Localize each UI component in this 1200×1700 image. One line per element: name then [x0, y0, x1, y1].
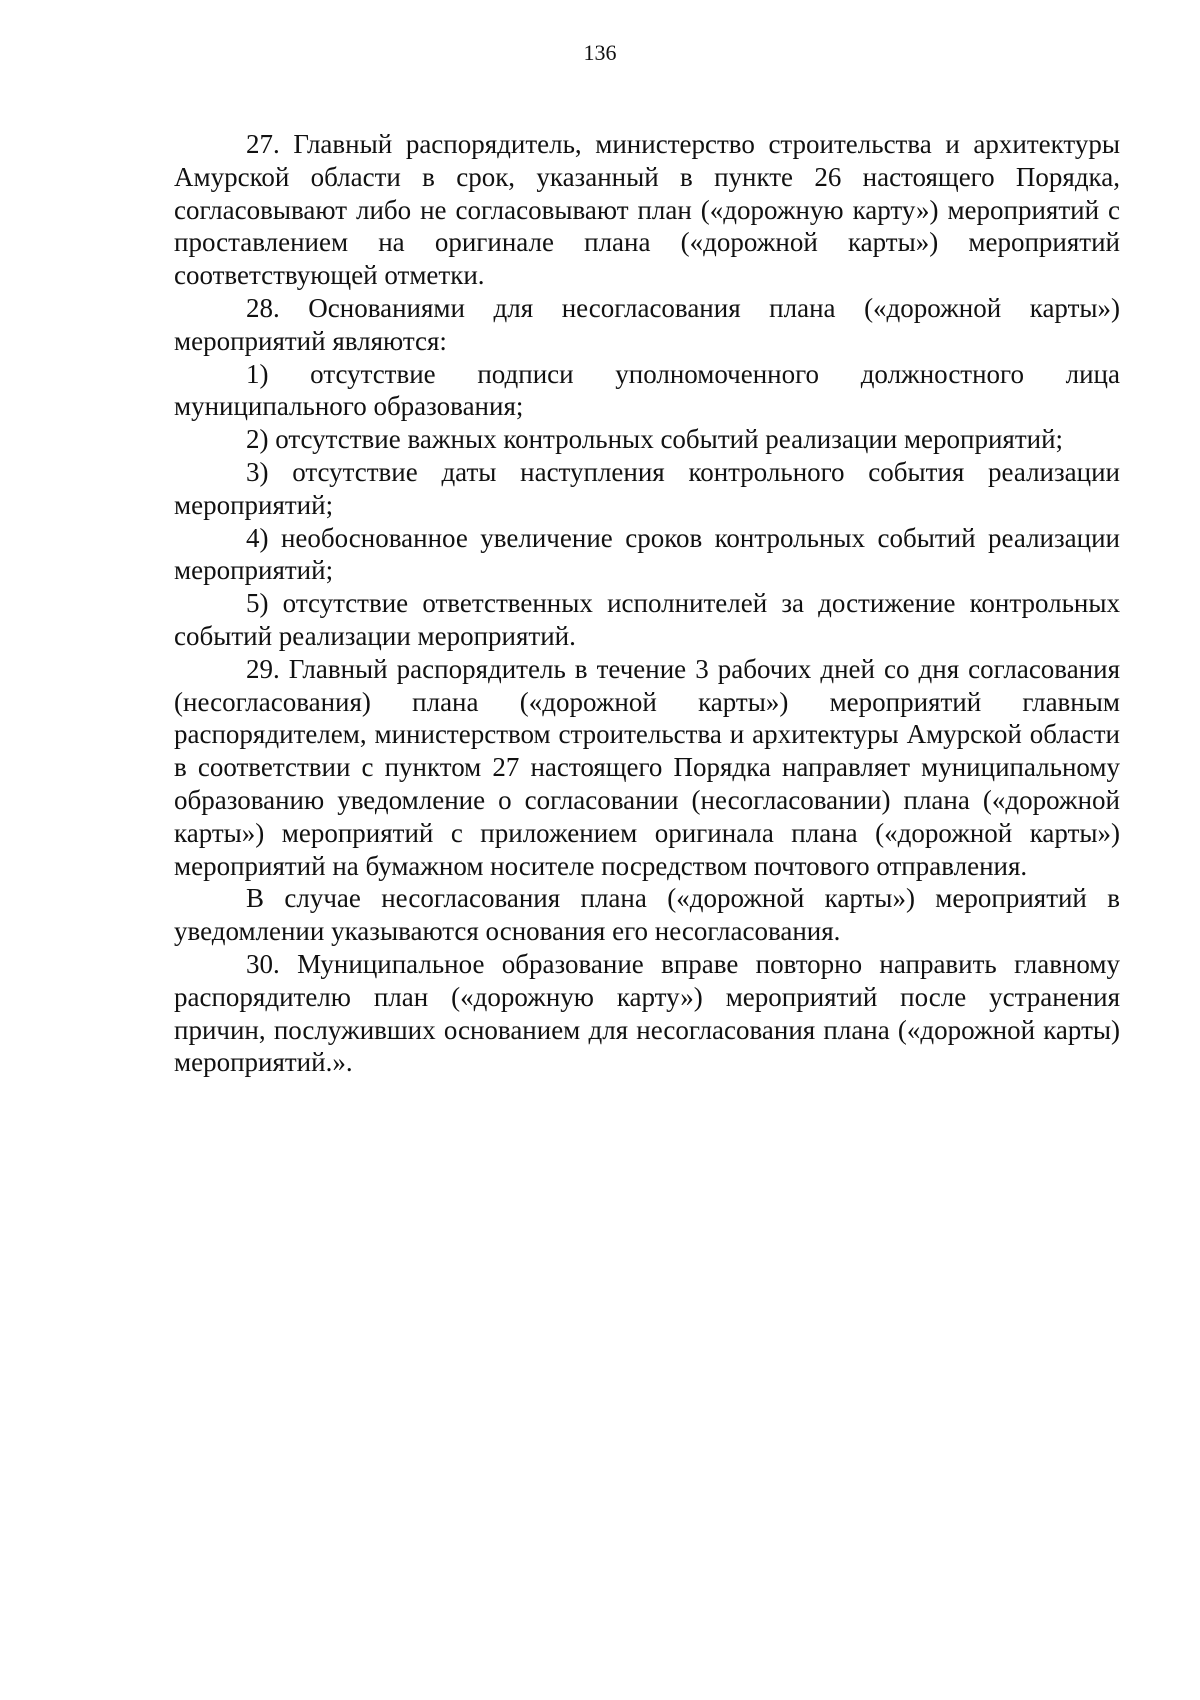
paragraph-30: 30. Муниципальное образование вправе повторно направить главному распорядителю план («дорожную карту») мероприятий после устранения причин, послуживших основанием для несогласования плана («дорожной карты) мероприятий.». — [174, 948, 1120, 1078]
paragraph-29-note: В случае несогласования плана («дорожной карты») мероприятий в уведомлении указываются основания его несогласования. — [174, 883, 1120, 947]
list-item-5: 5) отсутствие ответственных исполнителей за достижение контрольных событий реализации мероприятий. — [174, 588, 1120, 651]
paragraph-29: 29. Главный распорядитель в течение 3 рабочих дней со дня согласования (несогласования) плана («дорожной карты») мероприятий главным распорядителем, министерством строительства и архитектуры Амурской области в соответствии с пунктом 27 настоящего Порядка направляет муниципальному образованию уведомление о согласовании (несогласовании) плана («дорожной карты») мероприятий с приложением оригинала плана («дорожной карты») мероприятий на бумажном носителе посредством почтового отправления. — [174, 653, 1120, 881]
list-item-2: 2) отсутствие важных контрольных событий реализации мероприятий; — [246, 424, 1064, 455]
page-number: 136 — [583, 40, 617, 65]
paragraph-27: 27. Главный распорядитель, министерство строительства и архитектуры Амурской области в срок, указанный в пункте 26 настоящего Порядка, согласовывают либо не согласовывают план («дорожную карту») мероприятий с проставлением на оригинале плана («дорожной карты») мероприятий соответствующей отметки. — [174, 129, 1120, 291]
document-body — [174, 128, 1120, 1079]
list-item-1: 1) отсутствие подписи уполномоченного должностного лица муниципального образования; — [174, 358, 1120, 422]
list-item-4: 4) необоснованное увеличение сроков контрольных событий реализации мероприятий; — [174, 522, 1120, 586]
paragraph-28: 28. Основаниями для несогласования плана («дорожной карты») мероприятий являются: — [174, 292, 1120, 356]
list-item-3: 3) отсутствие даты наступления контрольного события реализации мероприятий; — [174, 456, 1120, 520]
